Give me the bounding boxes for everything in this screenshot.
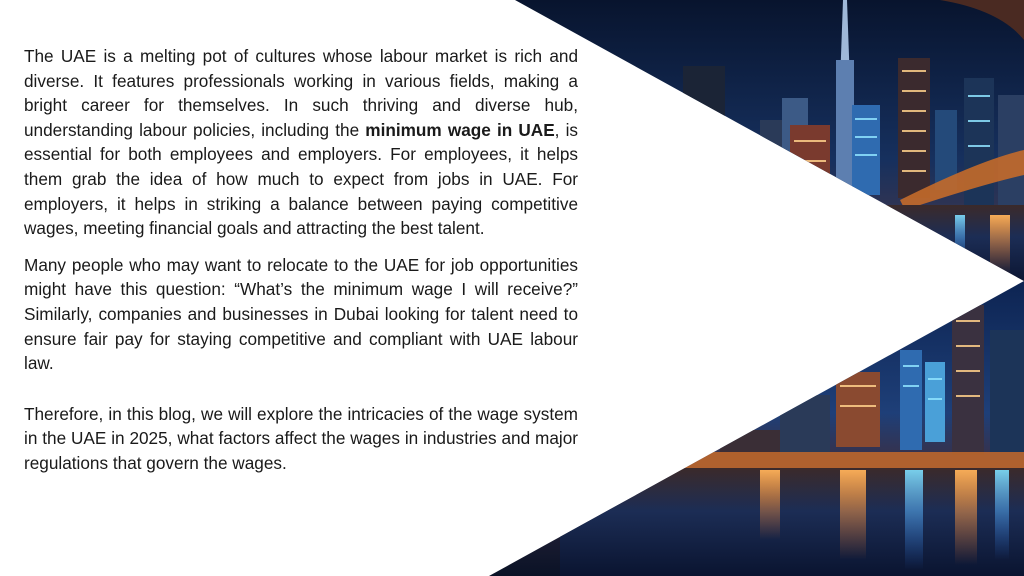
minimum-wage-highlight: minimum wage in UAE (365, 119, 555, 140)
upper-skyline-photo (500, 0, 1024, 290)
article-intro (24, 44, 578, 476)
relocation-paragraph: Many people who may want to relocate to the UAE for job opportunities might have this question: “What’s the minimum wage I will receive?” Similarly, companies and businesses in Dubai looking for talent need to ensure fair pay for staying competitive and compliant with UAE labour law. (24, 254, 578, 374)
intro-tail: , is essential for both employees and employers. For employees, it helps them grab the idea of how much to expect from jobs in UAE. For employers, it helps in striking a balance between paying competitive wages, meeting financial goals and attracting the best talent. (24, 119, 578, 239)
blog-scope-paragraph: Therefore, in this blog, we will explore the intricacies of the wage system in the UAE in 2025, what factors affect the wages in industries and major regulations that govern the wages. (24, 403, 578, 473)
intro-paragraph (24, 44, 578, 241)
intro-lead: The UAE is a melting pot of cultures whose labour market is rich and diverse. It features professionals working in various fields, making a bright career for themselves. In such thriving and diverse hub, understanding labour policies, including the (24, 46, 578, 140)
